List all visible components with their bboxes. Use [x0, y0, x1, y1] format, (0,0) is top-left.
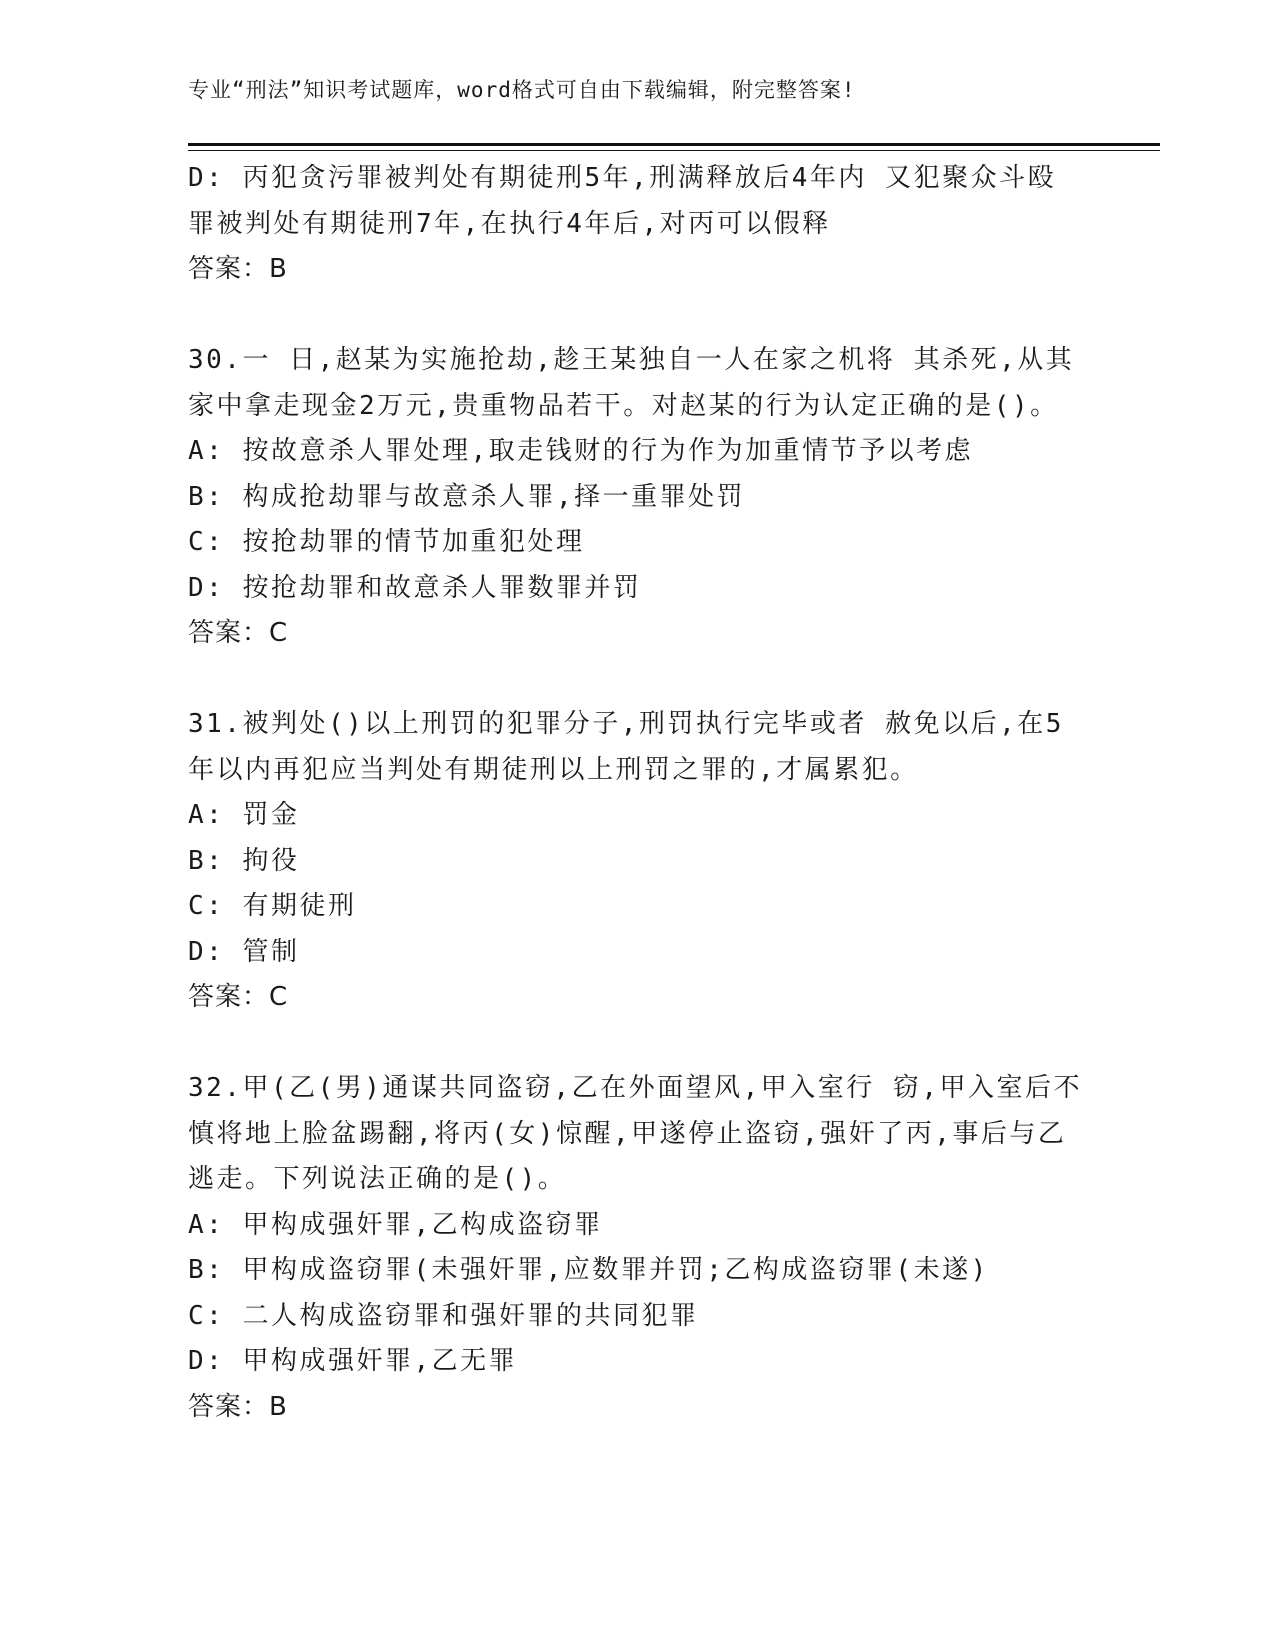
answer-value: B	[269, 1391, 288, 1422]
question-stem-line: 32.甲(乙(男)通谋共同盗窃,乙在外面望风,甲入室行 窃,甲入室后不	[188, 1073, 1083, 1103]
option-c: C: 按抢劫罪的情节加重犯处理	[188, 527, 585, 557]
question-stem-line: 慎将地上脸盆踢翻,将丙(女)惊醒,甲遂停止盗窃,强奸了丙,事后与乙	[188, 1118, 1067, 1149]
question-stem-line: 年以内再犯应当判处有期徒刑以上刑罚之罪的,才属累犯。	[188, 754, 919, 785]
option-d: D: 管制	[188, 936, 300, 967]
question-line: D: 丙犯贪污罪被判处有期徒刑5年,刑满释放后4年内 又犯聚众斗殴	[188, 163, 1057, 193]
question-stem-line: 30.一 日,赵某为实施抢劫,趁王某独自一人在家之机将 其杀死,从其	[188, 345, 1075, 375]
question-block	[188, 702, 1088, 1021]
option-b: B: 甲构成盗窃罪(未强奸罪,应数罪并罚;乙构成盗窃罪(未遂)	[188, 1255, 989, 1285]
option-a: A: 甲构成强奸罪,乙构成盗窃罪	[188, 1209, 603, 1240]
page-header: 专业“刑法”知识考试题库，word格式可自由下载编辑，附完整答案!	[188, 78, 856, 102]
answer-label: 答案：	[188, 982, 270, 1012]
option-b: B: 构成抢劫罪与故意杀人罪,择一重罪处罚	[188, 481, 746, 512]
question-block	[188, 156, 1088, 293]
answer-line	[188, 611, 1088, 657]
question-block	[188, 1066, 1088, 1430]
option-c: C: 二人构成盗窃罪和强奸罪的共同犯罪	[188, 1300, 699, 1331]
block-spacer	[188, 1021, 1088, 1067]
answer-line	[188, 247, 1088, 293]
option-d: D: 甲构成强奸罪,乙无罪	[188, 1346, 518, 1376]
block-spacer	[188, 657, 1088, 703]
answer-label: 答案：	[188, 254, 270, 284]
answer-label: 答案：	[188, 1391, 270, 1422]
question-stem-line: 逃走。下列说法正确的是()。	[188, 1164, 567, 1194]
answer-value: B	[269, 254, 288, 284]
answer-label: 答案：	[188, 618, 270, 648]
answer-line	[188, 1385, 1088, 1431]
question-list	[188, 156, 1088, 1430]
question-stem-line: 家中拿走现金2万元,贵重物品若干。对赵某的行为认定正确的是()。	[188, 390, 1059, 421]
header-rule-thin	[188, 150, 1160, 151]
header-rule-thick	[188, 143, 1160, 146]
question-stem-line: 31.被判处()以上刑罚的犯罪分子,刑罚执行完毕或者 赦免以后,在5	[188, 709, 1064, 739]
answer-value: C	[269, 982, 289, 1012]
option-d: D: 按抢劫罪和故意杀人罪数罪并罚	[188, 572, 642, 603]
option-a: A: 按故意杀人罪处理,取走钱财的行为作为加重情节予以考虑	[188, 436, 974, 466]
question-block	[188, 338, 1088, 657]
answer-line	[188, 975, 1088, 1021]
option-c: C: 有期徒刑	[188, 891, 357, 921]
option-a: A: 罚金	[188, 800, 300, 830]
answer-value: C	[269, 618, 289, 648]
option-b: B: 拘役	[188, 845, 300, 876]
block-spacer	[188, 293, 1088, 339]
question-line: 罪被判处有期徒刑7年,在执行4年后,对丙可以假释	[188, 208, 831, 239]
